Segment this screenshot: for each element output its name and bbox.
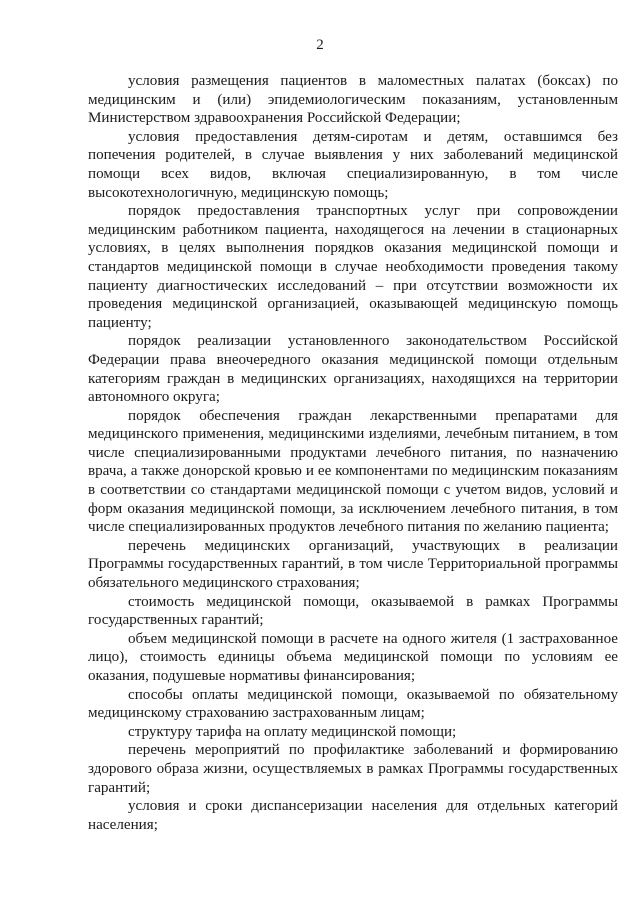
paragraph-6: перечень медицинских организаций, участвующих в реализации Программы государственных гарантий, в том числе Территориальной программы обязательного медицинского страхования;: [88, 537, 618, 592]
paragraph-10: структуру тарифа на оплату медицинской помощи;: [128, 723, 457, 740]
paragraph-7: стоимость медицинской помощи, оказываемой в рамках Программы государственных гарантий;: [88, 593, 618, 629]
paragraph-1: условия размещения пациентов в маломестных палатах (боксах) по медицинским и (или) эпидемиологическим показаниям, установленным Министерством здравоохранения Российской Федерации;: [88, 73, 618, 127]
paragraph-5: порядок обеспечения граждан лекарственными препаратами для медицинского применения, медицинскими изделиями, лечебным питанием, в том числе специализированными продуктами лечебного питания, по назначению врача, а также донорской кровью и ее компонентами по медицинским показаниям в соответствии со стандартами медицинской помощи с учетом видов, условий и форм оказания медицинской помощи, за исключением лечебного питания, в том числе специализированных продуктов лечебного питания по желанию пациента;: [88, 407, 618, 536]
paragraph-12: условия и сроки диспансеризации населения для отдельных категорий населения;: [88, 798, 618, 833]
paragraph-3: порядок предоставления транспортных услуг при сопровождении медицинским работником пациента, находящегося на лечении в стационарных условиях, в целях выполнения порядков оказания медицинской помощи и стандартов медицинской помощи в случае необходимости проведения такому пациенту диагностических исследований – при отсутствии возможности их проведения медицинской организацией, оказывающей медицинскую помощь пациенту;: [88, 203, 618, 331]
paragraph-8: объем медицинской помощи в расчете на одного жителя (1 застрахованное лицо), стоимость единицы объема медицинской помощи по условиям ее оказания, подушевые нормативы финансирования;: [88, 630, 618, 684]
paragraph-2: условия предоставления детям-сиротам и детям, оставшимся без попечения родителей, в случае выявления у них заболеваний медицинской помощи всех видов, включая специализированную, в том числе высокотехнологичную, медицинскую помощь;: [88, 128, 618, 201]
paragraph-4: порядок реализации установленного законодательством Российской Федерации права внеочередного оказания медицинской помощи отдельным категориям граждан в медицинских организациях, находящихся на территории автономного округа;: [88, 333, 618, 406]
page-number: 2: [316, 37, 324, 53]
paragraph-9: способы оплаты медицинской помощи, оказываемой по обязательному медицинскому страхованию застрахованным лицам;: [88, 686, 618, 722]
document-body: [88, 72, 618, 834]
paragraph-11: перечень мероприятий по профилактике заболеваний и формированию здорового образа жизни, осуществляемых в рамках Программы государственных гарантий;: [88, 742, 618, 796]
